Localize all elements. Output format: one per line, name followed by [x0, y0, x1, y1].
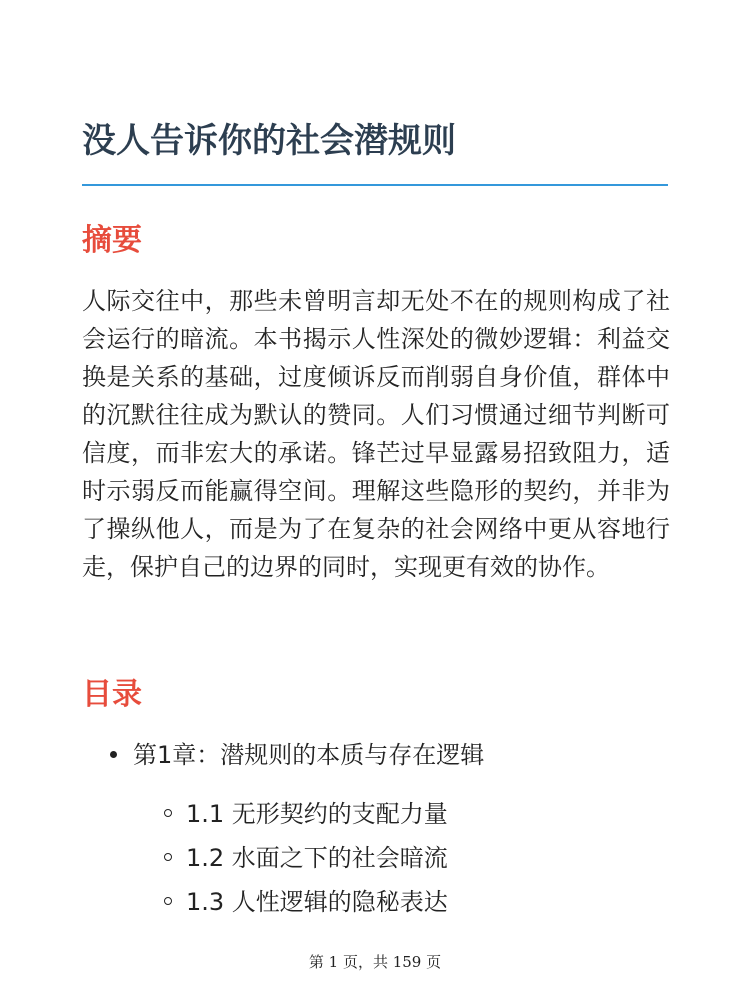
document-title: 没人告诉你的社会潜规则 [82, 121, 456, 161]
toc-section-1-3[interactable] [164, 882, 448, 922]
hollow-bullet-icon [164, 897, 172, 905]
toc-section-1-2[interactable] [164, 838, 448, 878]
toc-heading: 目录 [82, 677, 142, 712]
toc-section-1-1[interactable] [164, 794, 448, 834]
page-number-footer: 第 1 页，共 159 页 [308, 953, 442, 971]
toc-chapter-label: 第1章：潜规则的本质与存在逻辑 [133, 741, 485, 769]
toc-section-label: 1.1 无形契约的支配力量 [186, 800, 448, 828]
abstract-body: 人际交往中，那些未曾明言却无处不在的规则构成了社会运行的暗流。本书揭示人性深处的微妙逻辑：利益交换是关系的基础，过度倾诉反而削弱自身价值，群体中的沉默往往成为默认的赞同。人们习惯通过细节判断可信度，而非宏大的承诺。锋芒过早显露易招致阻力，适时示弱反而能赢得空间。理解这些隐形的契约，并非为了操纵他人，而是为了在复杂的社会网络中更从容地行走，保护自己的边界的同时，实现更有效的协作。 [82, 287, 670, 581]
toc-section-label: 1.2 水面之下的社会暗流 [186, 844, 448, 872]
toc-chapter-1[interactable] [110, 735, 484, 775]
abstract-heading: 摘要 [82, 223, 142, 258]
hollow-bullet-icon [164, 853, 172, 861]
filled-bullet-icon [110, 751, 117, 758]
hollow-bullet-icon [164, 809, 172, 817]
toc-section-label: 1.3 人性逻辑的隐秘表达 [186, 888, 448, 916]
title-divider [82, 184, 668, 186]
